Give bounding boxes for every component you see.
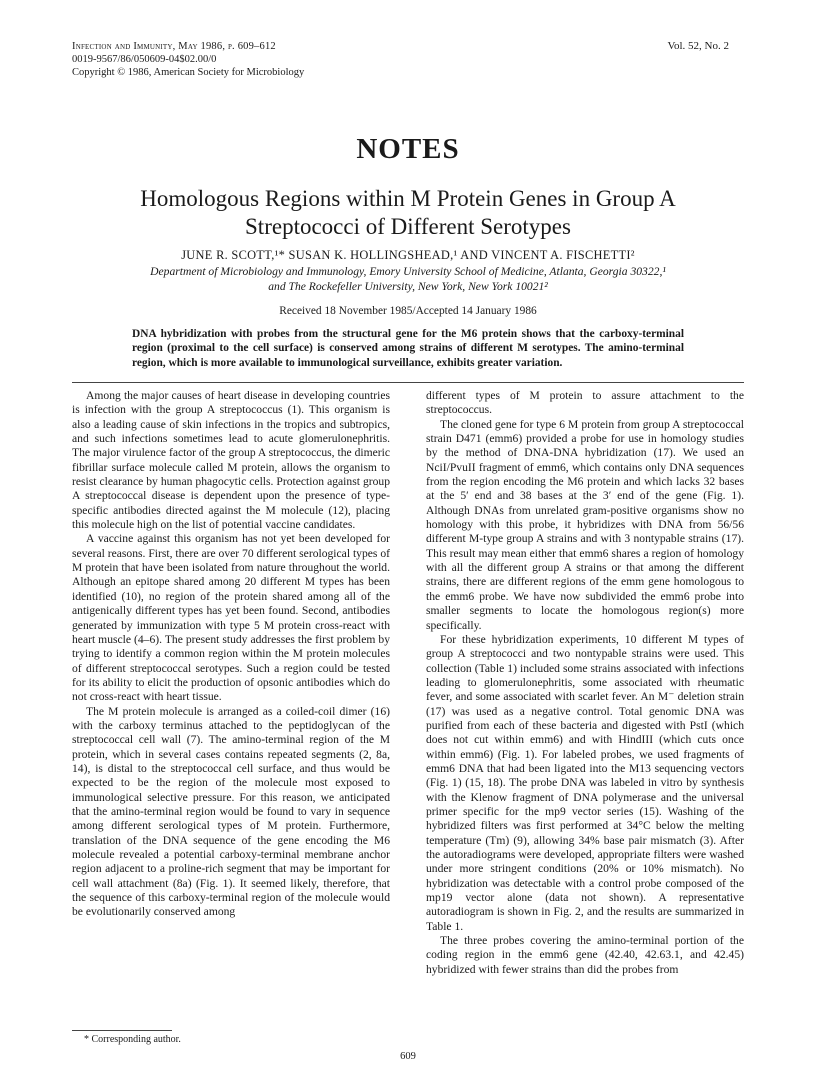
- body-column-left: [72, 389, 390, 920]
- article-code: 0019-9567/86/050609-04$02.00/0: [72, 54, 217, 65]
- corresponding-author-footnote: * Corresponding author.: [84, 1034, 181, 1045]
- article-title: Homologous Regions within M Protein Genes in Group A Streptococci of Different Serotypes: [140, 186, 676, 239]
- page-number: 609: [400, 1051, 416, 1062]
- affiliation-rockefeller: and The Rockefeller University, New York, New York 10021²: [268, 279, 548, 293]
- running-header: [72, 40, 304, 79]
- author-list: JUNE R. SCOTT,¹* SUSAN K. HOLLINGSHEAD,¹ AND VINCENT A. FISCHETTI²: [181, 248, 635, 262]
- volume-info: Vol. 52, No. 2: [667, 40, 729, 52]
- paragraph: The three probes covering the amino-terminal portion of the coding region in the emm6 gene (42.40, 42.63.1, and 42.45) hybridized with fewer strains than did the probes from: [426, 934, 744, 976]
- received-dates: Received 18 November 1985/Accepted 14 January 1986: [279, 305, 537, 317]
- copyright-notice: Copyright © 1986, American Society for Microbiology: [72, 67, 305, 78]
- paragraph: The cloned gene for type 6 M protein from group A streptococcal strain D471 (emm6) provided a probe for use in homology studies by the method of DNA-DNA hybridization (17). We used an NciI/PvuII fragment of emm6, which contains only DNA sequences from the region encoding the M6 protein and which lacks 32 bases at the 5′ end and 38 bases at the 3′ end of the gene (Fig. 1). Although DNAs from unrelated gram-positive organisms show no homology with this probe, it hybridizes with DNA from 56/56 different M-type group A strains and with 3 nontypable strains (17). This result may mean either that emm6 shares a region of homology with all the different group A strains or that among the different strains, there are different regions of the emm gene homologous to the emm6 probe. We have now subdivided the emm6 probe into smaller segments to locate the homologous region(s) more specifically.: [426, 417, 744, 632]
- footnote-divider: [72, 1030, 172, 1031]
- affiliations: [90, 265, 726, 294]
- divider: [72, 382, 744, 383]
- abstract: DNA hybridization with probes from the structural gene for the M6 protein shows that the carboxy-terminal region (proximal to the cell surface) is conserved among strains of different M serotypes. The amino-terminal region, which is more available to immunological surveillance, exhibits greater variation.: [132, 328, 684, 369]
- paragraph: Among the major causes of heart disease in developing countries is infection with the group A streptococcus (1). This organism is also a leading cause of skin infections in the tropics and subtropics, and such infections sometimes lead to acute glomerulonephritis. The major virulence factor of the group A streptococcus, the dimeric fibrillar surface molecule called M protein, allows the organism to resist clearance by human phagocytic cells. Protection against group A streptococcal disease is dependent upon the presence of type-specific antibodies directed against the M molecule (12), placing this molecule high on the list of potential vaccine candidates.: [72, 389, 390, 532]
- affiliation-emory: Department of Microbiology and Immunology, Emory University School of Medicine, Atlanta, Georgia 30322,¹: [150, 265, 666, 278]
- journal-citation: Infection and Immunity, May 1986, p. 609–612: [72, 41, 276, 52]
- body-column-right: [426, 389, 744, 977]
- paragraph: For these hybridization experiments, 10 different M types of group A streptococci and two nontypable strains were used. This collection (Table 1) included some strains associated with infections leading to glomerulonephritis, some associated with rheumatic fever, and some associated with scarlet fever. An M⁻ deletion strain (17) was used as a negative control. Total genomic DNA was purified from each of these bacteria and digested with PstI (which does not cut within emm6) and with HindIII (which cuts once within emm6) (Fig. 1). For labeled probes, we used fragments of emm6 DNA that had been ligated into the M13 sequencing vectors (Fig. 1) (15, 18). The probe DNA was labeled in vitro by synthesis with the Klenow fragment of DNA polymerase and the universal primer specific for the mp9 vector series (15). Washing of the hybridized filters was first performed at 34°C below the melting temperature (Tm) (9), allowing 34% base pair mismatch (3). After the autoradiograms were developed, appropriate filters were washed under more stringent conditions (20% or 10% mismatch). No hybridization was detectable with a control probe composed of the mp19 vector alone (data not shown). A representative autoradiogram is shown in Fig. 2, and the results are summarized in Table 1.: [426, 632, 744, 933]
- section-title: NOTES: [356, 133, 460, 165]
- paragraph: The M protein molecule is arranged as a coiled-coil dimer (16) with the carboxy terminus attached to the peptidoglycan of the streptococcal cell wall (7). The amino-terminal region of the M protein, which in several cases contains repeated segments (2, 8a, 14), is distal to the streptococcal cell surface, and thus would be expected to be the region of the molecule most exposed to immunological selective pressure. For this reason, we anticipated that the amino-terminal region would be found to vary in sequence among different serological types of M protein. Furthermore, translation of the DNA sequence of the gene encoding the M6 molecule revealed a potential carboxy-terminal membrane anchor region adjacent to a proline-rich segment that may be important for cell wall attachment (8a) (Fig. 1). It seemed likely, therefore, that the sequence of this carboxy-terminal region of the molecule would be evolutionarily conserved among: [72, 704, 390, 919]
- paragraph-continued: different types of M protein to assure attachment to the streptococcus.: [426, 389, 744, 417]
- paragraph: A vaccine against this organism has not yet been developed for several reasons. First, there are over 70 different serological types of M protein that have been isolated from nature throughout the world. Although an epitope shared among 20 different M types has been identified (10), no region of the protein shared among all of the antigenically different types has yet been found. Second, antibodies generated by immunization with type 5 M protein cross-react with heart muscle (4–6). The present study addresses the first problem by trying to identify a common region within the M protein molecules of different streptococcal serotypes. Such a region could be tested for its ability to elicit the production of opsonic antibodies which do not cross-react with heart tissue.: [72, 532, 390, 704]
